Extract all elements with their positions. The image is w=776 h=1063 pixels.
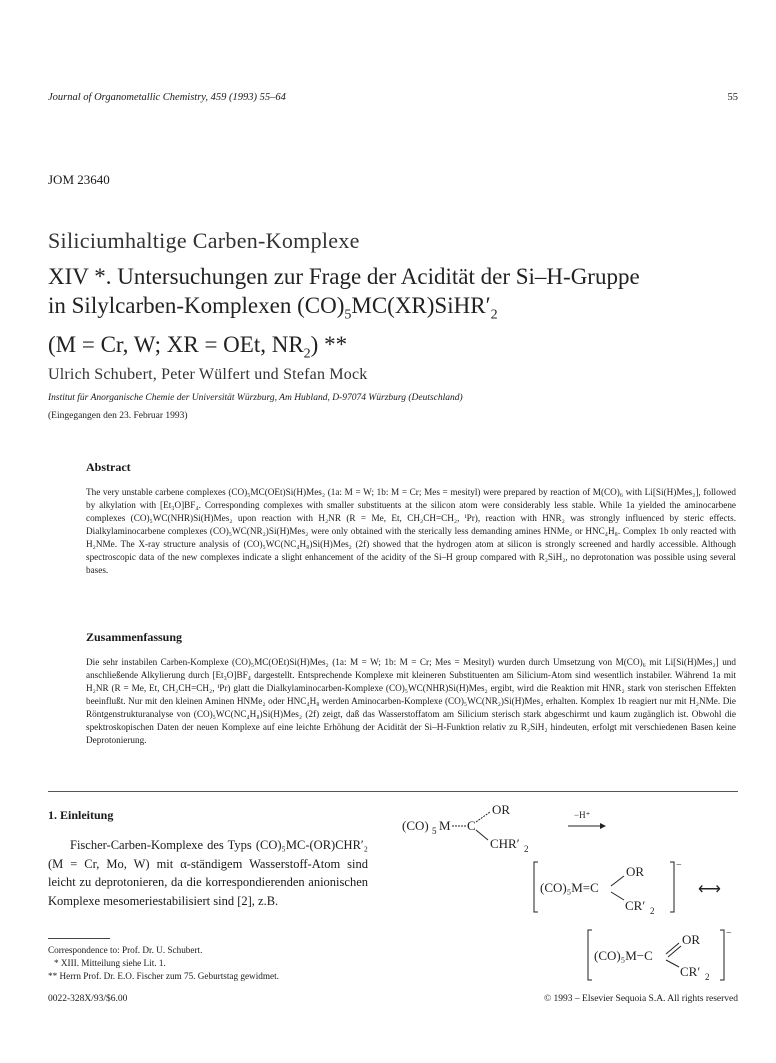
received-date: (Eingegangen den 23. Februar 1993) bbox=[48, 411, 188, 421]
scheme-or-3: OR bbox=[682, 932, 701, 947]
scheme-cr2-sub-2: 2 bbox=[705, 972, 710, 982]
page-number: 55 bbox=[727, 92, 738, 103]
scheme-bond-or bbox=[476, 812, 490, 822]
scheme-charge-2: − bbox=[726, 928, 732, 939]
footnote-rule bbox=[48, 938, 110, 939]
scheme-cr2-1: CR′ bbox=[625, 898, 646, 913]
scheme-cr2-2: CR′ bbox=[680, 964, 701, 979]
zusammenfassung-heading: Zusammenfassung bbox=[86, 630, 183, 644]
scheme-bracket-left-2 bbox=[588, 930, 592, 980]
article-id: JOM 23640 bbox=[48, 172, 110, 187]
scheme-arrowhead bbox=[600, 823, 606, 829]
scheme-resonance-arrow: ⟷ bbox=[698, 881, 721, 898]
correspondence-note: Correspondence to: Prof. Dr. U. Schubert. bbox=[48, 945, 203, 955]
authors: Ulrich Schubert, Peter Wülfert und Stefan Mock bbox=[48, 366, 368, 383]
issn-code: 0022-328X/93/$6.00 bbox=[48, 994, 128, 1004]
title-line-1: XIV *. Untersuchungen zur Frage der Acidität der Si–H-Gruppe bbox=[48, 264, 640, 289]
scheme-bond-cr-3 bbox=[666, 960, 679, 967]
scheme-chr2: CHR′ bbox=[490, 836, 520, 851]
reaction-scheme bbox=[392, 800, 742, 990]
scheme-or-2: OR bbox=[626, 864, 645, 879]
series-title: Siliciumhaltige Carben-Komplexe bbox=[48, 228, 360, 253]
scheme-anion1-metal: (CO)₅M=C bbox=[540, 880, 599, 895]
introduction-heading: 1. Einleitung bbox=[48, 808, 114, 822]
footnotes bbox=[48, 944, 378, 983]
journal-citation: Journal of Organometallic Chemistry, 459 (1993) 55–64 bbox=[48, 92, 286, 103]
copyright: © 1993 – Elsevier Sequoia S.A. All rights reserved bbox=[543, 994, 738, 1004]
zusammenfassung-text: Die sehr instabilen Carben-Komplexe (CO)₅MC(OEt)Si(H)Mes₂ (1a: M = W; 1b: M = Cr; Mes = Mesityl) wurden durch Umsetzung von M(CO)₆ mit Li[Si(H)Mes₂] und anschließende Alkylierung durch [Et₃O]BF₄ dargestellt. Entsprechende Komplexe mit kleineren Substituenten am Silicium-Atom sind wesentlich instabiler. Während 1a mit H₂NR (R = Me, Et, CH₂CH=CH₂, ⁱPr) glatt die Dialkylaminocarben-Komplexe (CO)₅WC(NHR)Si(H)Mes₂ ergibt, wird die Reaktion mit HNR₂ stark von sterischen Effekten beeinflußt. Nur mit den kleinen Aminen HNMe₂ oder HNC₄H₈ werden Aminocarben-Komplexe (CO)₅WC(NR₂)Si(H)Mes₂ erhalten. Komplex 1b reagiert nur mit H₂NMe. Die Röntgenstrukturanalyse von (CO)₅WC(NC₄H₈)Si(H)Mes₂ (2f) zeigt, daß das Wasserstoffatom am Silicium sterisch stark abgeschirmt und kaum zugänglich ist. Obwohl die spektroskopischen Daten der neuen Komplexe auf eine leichte Erhöhung der Acidität der Si–H-Funktion relativ zu R₂SiH₂ hindeuten, erfolgt mit verschiedenen Basen keine Deprotonierung. bbox=[86, 657, 736, 745]
scheme-arrow-label: −H⁺ bbox=[574, 810, 591, 820]
footnote-2: ** Herrn Prof. Dr. E.O. Fischer zum 75. Geburtstag gewidmet. bbox=[48, 971, 279, 981]
scheme-reactant-metal: (CO) bbox=[402, 818, 429, 833]
scheme-bond-or-3b bbox=[668, 946, 681, 957]
affiliation: Institut für Anorganische Chemie der Universität Würzburg, Am Hubland, D-97074 Würzburg (Deutschland) bbox=[48, 393, 463, 403]
scheme-reactant-m: M bbox=[439, 818, 451, 833]
section-divider bbox=[48, 791, 738, 792]
scheme-c-atom: C bbox=[467, 818, 476, 833]
abstract-text: The very unstable carbene complexes (CO)₅MC(OEt)Si(H)Mes₂ (1a: M = W; 1b: M = Cr; Mes = mesityl) were prepared by reaction of M(CO)₆ with Li[Si(H)Mes₂], followed by alkylation with [Et₃O]BF₄. Corresponding complexes with smaller substituents at the silicon atom were considerably less stable. While 1a yielded the aminocarbene complexes (CO)₅WC(NHR)Si(H)Mes₂ upon reaction with H₂NR (R = Me, Et, CH₂CH=CH₂, ⁱPr), reaction with HNR₂ was strongly influenced by steric effects. Dialkylaminocarbene complexes (CO)₅WC(NR₂)Si(H)Mes₂ were only obtained with the sterically less demanding amines HNMe₂ or HNC₄H₈. Complex 1b only reacted with H₂NMe. The X-ray structure analysis of (CO)₅WC(NC₄H₈)Si(H)Mes₂ (2f) showed that the hydrogen atom at silicon is strongly screened and hardly accessible. Although spectroscopic data of the new complexes indicate a slight enhancement of the acidity of the Si–H group compared with R₂SiH₂, no deprotonation was possible using several bases. bbox=[86, 487, 736, 575]
scheme-reactant-sub: 5 bbox=[432, 826, 437, 836]
scheme-or: OR bbox=[492, 802, 511, 817]
title-line-3: (M = Cr, W; XR = OEt, $NR_2$) ** bbox=[48, 331, 348, 362]
scheme-bond-cr-2 bbox=[611, 892, 624, 900]
scheme-bracket-left-1 bbox=[534, 862, 538, 912]
scheme-bond-or-2 bbox=[611, 876, 624, 886]
scheme-bracket-right-2 bbox=[720, 930, 724, 980]
article-title bbox=[48, 262, 728, 368]
introduction-paragraph: Fischer-Carben-Komplexe des Typs (CO)₅MC-(OR)CHR′₂ (M = Cr, Mo, W) mit α-ständigem Wasserstoff-Atom sind leicht zu deprotonieren, da die korrespondierenden anionischen Komplexe mesomeriestabilisiert sind [2], z.B. bbox=[48, 838, 368, 908]
scheme-anion2-metal: (CO)₅M−C bbox=[594, 948, 653, 963]
scheme-bracket-right-1 bbox=[670, 862, 674, 912]
scheme-cr2-sub-1: 2 bbox=[650, 906, 655, 916]
running-head bbox=[48, 92, 738, 103]
title-line-2: in Silylcarben-Komplexen $(CO)_5MC(XR)SiHR'_2$ bbox=[48, 293, 498, 323]
scheme-bond-chr bbox=[476, 830, 488, 840]
abstract-heading: Abstract bbox=[86, 460, 131, 474]
footnote-1: * XIII. Mitteilung siehe Lit. 1. bbox=[54, 958, 166, 968]
scheme-chr2-sub: 2 bbox=[524, 844, 529, 854]
scheme-charge-1: − bbox=[676, 860, 682, 871]
scheme-bond-or-3 bbox=[666, 943, 679, 954]
introduction-text bbox=[48, 836, 368, 910]
